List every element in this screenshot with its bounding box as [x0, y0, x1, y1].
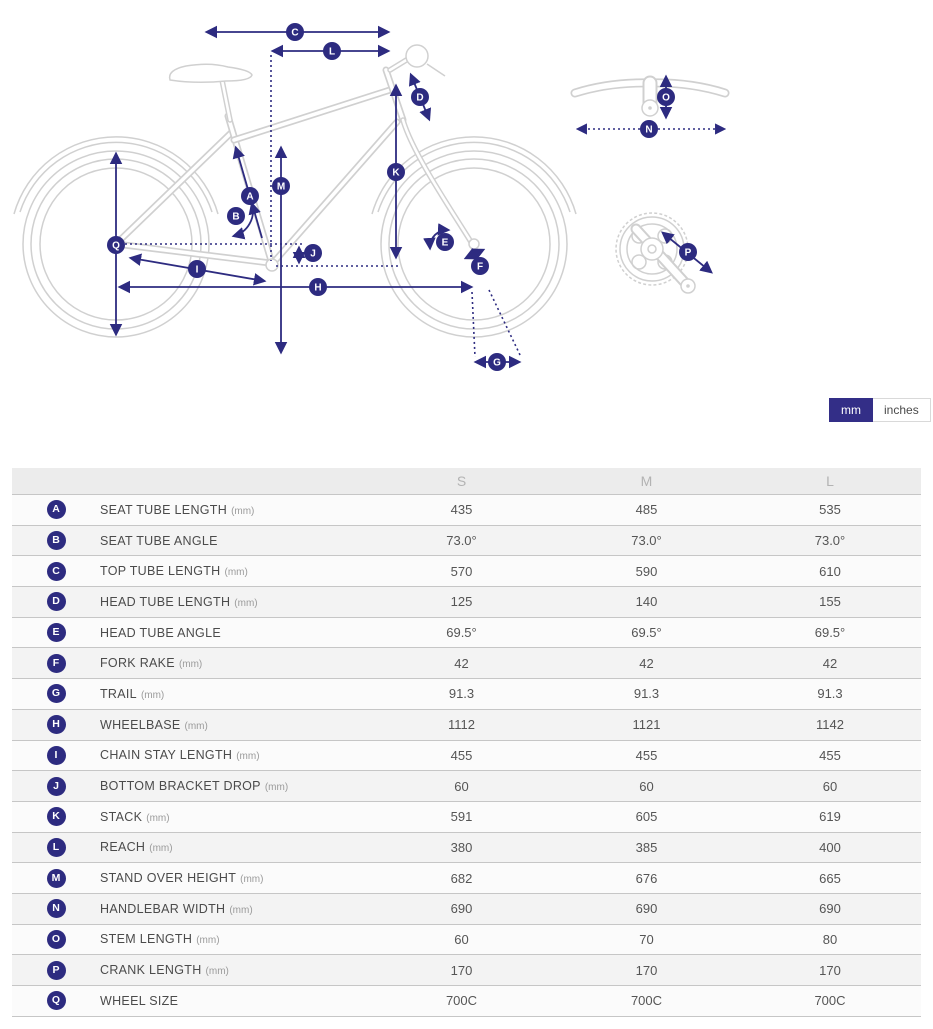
row-marker-badge: B [47, 531, 66, 550]
row-label: SEAT TUBE ANGLE [100, 533, 218, 548]
row-label: STAND OVER HEIGHT (mm) [100, 871, 264, 886]
col-header-m: M [640, 473, 653, 489]
value-l: 91.3 [817, 686, 843, 702]
row-marker-badge: K [47, 807, 66, 826]
value-m: 455 [635, 747, 658, 763]
table-body [12, 495, 921, 1017]
value-s: 73.0° [446, 533, 477, 549]
value-m: 170 [635, 962, 658, 978]
row-label: STACK (mm) [100, 809, 170, 824]
value-m: 590 [635, 563, 658, 579]
marker-h [309, 278, 327, 296]
table-row [12, 771, 921, 802]
table-row [12, 556, 921, 587]
row-unit: (mm) [264, 782, 289, 794]
value-s: 435 [450, 502, 473, 518]
value-s: 700C [445, 993, 478, 1009]
svg-text:M: M [276, 181, 286, 193]
value-l: 535 [819, 502, 841, 518]
row-marker-badge: L [47, 838, 66, 857]
table-row [12, 863, 921, 894]
row-marker-cell [12, 869, 100, 888]
bike-side-view [14, 32, 576, 362]
value-m: 676 [635, 870, 658, 886]
row-unit: (mm) [205, 966, 229, 978]
svg-text:I: I [195, 264, 199, 276]
row-label: TOP TUBE LENGTH (mm) [100, 564, 248, 579]
value-s: 60 [454, 931, 469, 947]
svg-text:G: G [493, 357, 501, 369]
marker-b [227, 207, 245, 225]
row-label: HANDLEBAR WIDTH (mm) [100, 901, 253, 916]
value-l: 690 [819, 901, 841, 917]
value-l: 170 [819, 962, 841, 978]
svg-text:D: D [416, 92, 424, 104]
value-l: 700C [814, 993, 846, 1009]
row-label: SEAT TUBE LENGTH (mm) [100, 502, 255, 517]
row-unit: (mm) [229, 904, 253, 916]
value-m: 140 [635, 594, 658, 610]
row-marker-badge: M [47, 869, 66, 888]
value-l: 665 [819, 870, 841, 886]
marker-e [436, 233, 454, 251]
table-row [12, 710, 921, 741]
value-m: 70 [639, 931, 654, 947]
row-unit: (mm) [140, 689, 165, 701]
value-s: 570 [450, 563, 473, 579]
row-marker-cell [12, 961, 100, 980]
svg-text:K: K [392, 167, 400, 179]
row-unit: (mm) [184, 720, 208, 732]
value-l: 610 [819, 563, 841, 579]
table-row [12, 495, 921, 526]
units-toggle [829, 398, 931, 422]
row-unit: (mm) [196, 935, 220, 947]
svg-text:A: A [246, 191, 254, 203]
value-m: 69.5° [631, 625, 662, 641]
row-unit: (mm) [149, 843, 173, 855]
col-header-l: L [826, 473, 834, 489]
value-s: 42 [454, 655, 469, 671]
table-row [12, 925, 921, 956]
value-m: 60 [639, 778, 654, 794]
row-marker-cell [12, 991, 100, 1010]
row-marker-cell [12, 930, 100, 949]
row-marker-cell [12, 500, 100, 519]
row-marker-badge: H [47, 715, 66, 734]
row-marker-cell [12, 623, 100, 642]
svg-text:B: B [232, 211, 240, 223]
svg-text:L: L [328, 46, 336, 58]
value-s: 380 [450, 839, 473, 855]
marker-f [471, 257, 489, 275]
value-m: 42 [639, 655, 654, 671]
table-row [12, 679, 921, 710]
marker-i [188, 260, 206, 278]
value-m: 1121 [632, 717, 661, 733]
row-marker-badge: F [47, 654, 66, 673]
svg-text:O: O [662, 92, 670, 104]
row-unit: (mm) [146, 812, 170, 824]
value-m: 605 [635, 809, 658, 825]
value-l: 619 [819, 809, 841, 825]
row-label: CRANK LENGTH (mm) [100, 963, 229, 978]
svg-text:F: F [476, 261, 484, 273]
row-marker-badge: O [47, 930, 66, 949]
units-inches-button[interactable]: inches [873, 398, 931, 422]
table-row [12, 618, 921, 649]
row-unit: (mm) [231, 505, 255, 517]
value-l: 155 [819, 594, 841, 610]
row-marker-cell [12, 531, 100, 550]
row-label: TRAIL (mm) [100, 686, 165, 701]
value-m: 690 [635, 901, 658, 917]
marker-k [387, 163, 405, 181]
row-marker-cell [12, 746, 100, 765]
value-l: 42 [822, 655, 838, 671]
row-label: CHAIN STAY LENGTH (mm) [100, 748, 260, 763]
table-row [12, 802, 921, 833]
value-s: 455 [450, 747, 473, 763]
svg-text:C: C [291, 27, 299, 39]
handlebar-grip [406, 45, 428, 67]
table-row [12, 741, 921, 772]
row-marker-cell [12, 684, 100, 703]
value-m: 385 [635, 839, 658, 855]
row-unit: (mm) [234, 597, 258, 609]
value-s: 170 [450, 962, 473, 978]
value-s: 69.5° [446, 625, 477, 641]
value-s: 125 [450, 594, 473, 610]
table-header-row [12, 468, 921, 495]
row-unit: (mm) [236, 751, 260, 763]
marker-g [488, 353, 506, 371]
row-marker-cell [12, 592, 100, 611]
value-l: 1142 [816, 717, 844, 733]
row-marker-badge: N [47, 899, 66, 918]
marker-o [657, 88, 675, 106]
row-label: REACH (mm) [100, 840, 173, 855]
value-l: 69.5° [814, 625, 846, 641]
row-marker-badge: A [47, 500, 66, 519]
value-s: 682 [450, 870, 473, 886]
row-marker-cell [12, 777, 100, 796]
row-marker-cell [12, 899, 100, 918]
row-marker-cell [12, 654, 100, 673]
row-label: WHEEL SIZE [100, 993, 179, 1008]
marker-a [241, 187, 259, 205]
marker-q [107, 236, 125, 254]
row-marker-badge: C [47, 562, 66, 581]
table-row [12, 526, 921, 557]
table-row [12, 833, 921, 864]
row-marker-badge: Q [47, 991, 66, 1010]
row-marker-badge: G [47, 684, 66, 703]
row-unit: (mm) [224, 567, 248, 579]
marker-d [411, 88, 429, 106]
table-row [12, 894, 921, 925]
row-label: FORK RAKE (mm) [100, 656, 203, 671]
marker-j [304, 244, 322, 262]
row-marker-cell [12, 807, 100, 826]
row-label: STEM LENGTH (mm) [100, 932, 220, 947]
value-s: 1112 [448, 717, 475, 733]
row-marker-badge: I [47, 746, 66, 765]
row-unit: (mm) [240, 874, 264, 886]
row-marker-badge: J [47, 777, 66, 796]
row-marker-badge: E [47, 623, 66, 642]
svg-text:E: E [441, 237, 449, 249]
value-l: 73.0° [814, 533, 846, 549]
value-s: 91.3 [448, 686, 475, 702]
marker-m [272, 177, 290, 195]
row-label: HEAD TUBE LENGTH (mm) [100, 594, 258, 609]
value-s: 60 [454, 778, 469, 794]
table-row [12, 587, 921, 618]
value-m: 91.3 [633, 686, 660, 702]
svg-text:J: J [310, 248, 316, 260]
svg-text:N: N [645, 124, 653, 136]
value-l: 60 [822, 778, 838, 794]
value-m: 700C [630, 993, 663, 1009]
marker-l [323, 42, 341, 60]
marker-c [286, 23, 304, 41]
value-l: 400 [819, 839, 841, 855]
row-marker-cell [12, 715, 100, 734]
saddle-shape [170, 64, 252, 82]
units-mm-button[interactable]: mm [829, 398, 873, 422]
row-label: HEAD TUBE ANGLE [100, 625, 221, 640]
geometry-table [12, 468, 921, 1017]
value-s: 690 [450, 901, 473, 917]
geometry-diagram [0, 0, 933, 392]
row-label: WHEELBASE (mm) [100, 717, 208, 732]
marker-n [640, 120, 658, 138]
row-marker-cell [12, 562, 100, 581]
marker-p [679, 243, 697, 261]
svg-text:Q: Q [112, 240, 120, 252]
svg-text:P: P [684, 247, 692, 259]
value-s: 591 [450, 809, 473, 825]
row-unit: (mm) [178, 659, 203, 671]
value-m: 485 [635, 502, 658, 518]
table-row [12, 648, 921, 679]
table-row [12, 955, 921, 986]
row-marker-cell [12, 838, 100, 857]
value-m: 73.0° [631, 533, 662, 549]
row-marker-badge: D [47, 592, 66, 611]
svg-text:H: H [314, 282, 322, 294]
table-row [12, 986, 921, 1017]
value-l: 455 [819, 747, 841, 763]
value-l: 80 [822, 931, 838, 947]
row-marker-badge: P [47, 961, 66, 980]
row-label: BOTTOM BRACKET DROP (mm) [100, 779, 289, 794]
col-header-s: S [456, 473, 467, 489]
